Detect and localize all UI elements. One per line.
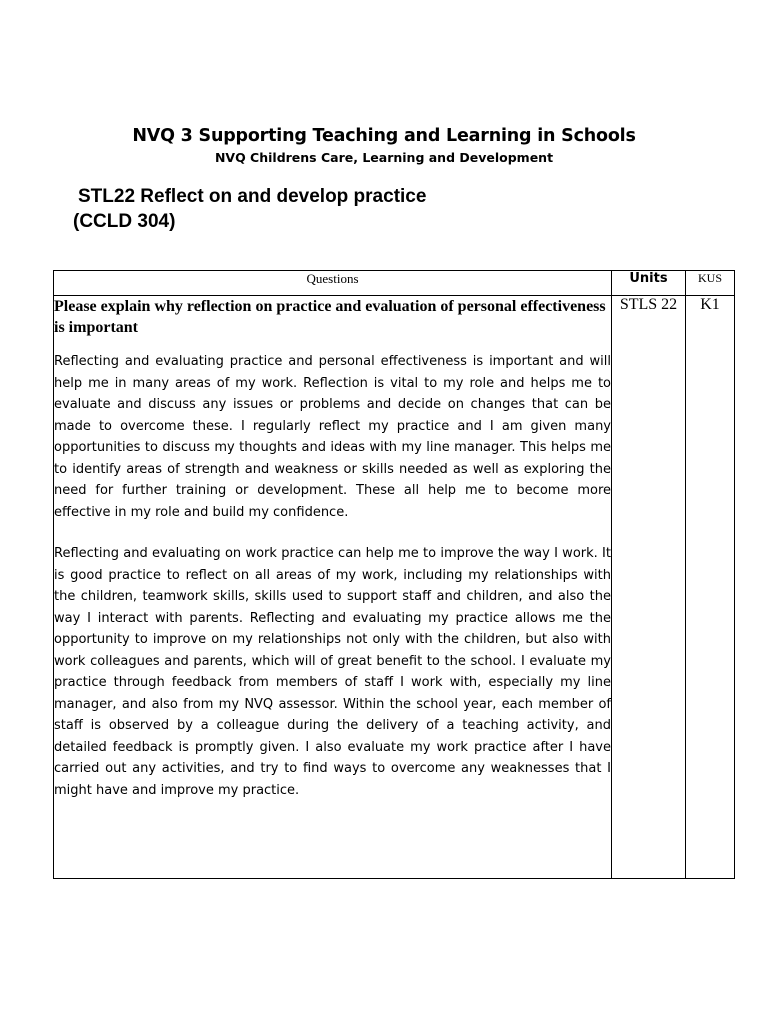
header-kus: KUS bbox=[686, 271, 735, 296]
kus-cell: K1 bbox=[686, 296, 735, 879]
document-title: NVQ 3 Supporting Teaching and Learning in Schools bbox=[132, 126, 636, 146]
header-questions: Questions bbox=[54, 271, 612, 296]
unit-cell: STLS 22 bbox=[612, 296, 686, 879]
unit-code: (CCLD 304) bbox=[73, 211, 176, 232]
table-row bbox=[54, 296, 735, 879]
question-text: Please explain why reflection on practice and evaluation of personal effectiveness is important bbox=[54, 298, 606, 336]
document-subtitle: NVQ Childrens Care, Learning and Development bbox=[214, 150, 554, 165]
questions-table bbox=[53, 270, 735, 879]
answer-paragraph-2: Reflecting and evaluating on work practice can help me to improve the way I work. It is good practice to reflect on all areas of my work, including my relationships with the children, teamwork skills, skills used to support staff and children, and also the way I interact with parents. Reflecting and evaluating my practice allows me the opportunity to improve on my relationships not only with the children, but also with work colleagues and parents, which will of great benefit to the school. I evaluate my practice through feedback from members of staff I work with, especially my line manager, and also from my NVQ assessor. Within the school year, each member of staff is observed by a colleague during the delivery of a teaching activity, and detailed feedback is promptly given. I also evaluate my work practice after I have carried out any activities, and try to find ways to overcome any weaknesses that I might have and improve my practice. bbox=[54, 546, 611, 798]
unit-title: STL22 Reflect on and develop practice bbox=[78, 186, 427, 207]
header-units: Units bbox=[612, 271, 686, 296]
table-header-row bbox=[54, 271, 735, 296]
question-cell bbox=[54, 296, 612, 879]
answer-paragraph-1: Reflecting and evaluating practice and personal effectiveness is important and will help me in many areas of my work. Reflection is vital to my role and helps me to evaluate and discuss any issues or problems and decide on changes that can be made to overcome these. I regularly reflect my practice and I am given many opportunities to discuss my thoughts and ideas with my line manager. This helps me to identify areas of strength and weakness or skills needed as well as exploring the need for further training or development. These all help me to become more effective in my role and build my confidence. bbox=[54, 354, 611, 520]
